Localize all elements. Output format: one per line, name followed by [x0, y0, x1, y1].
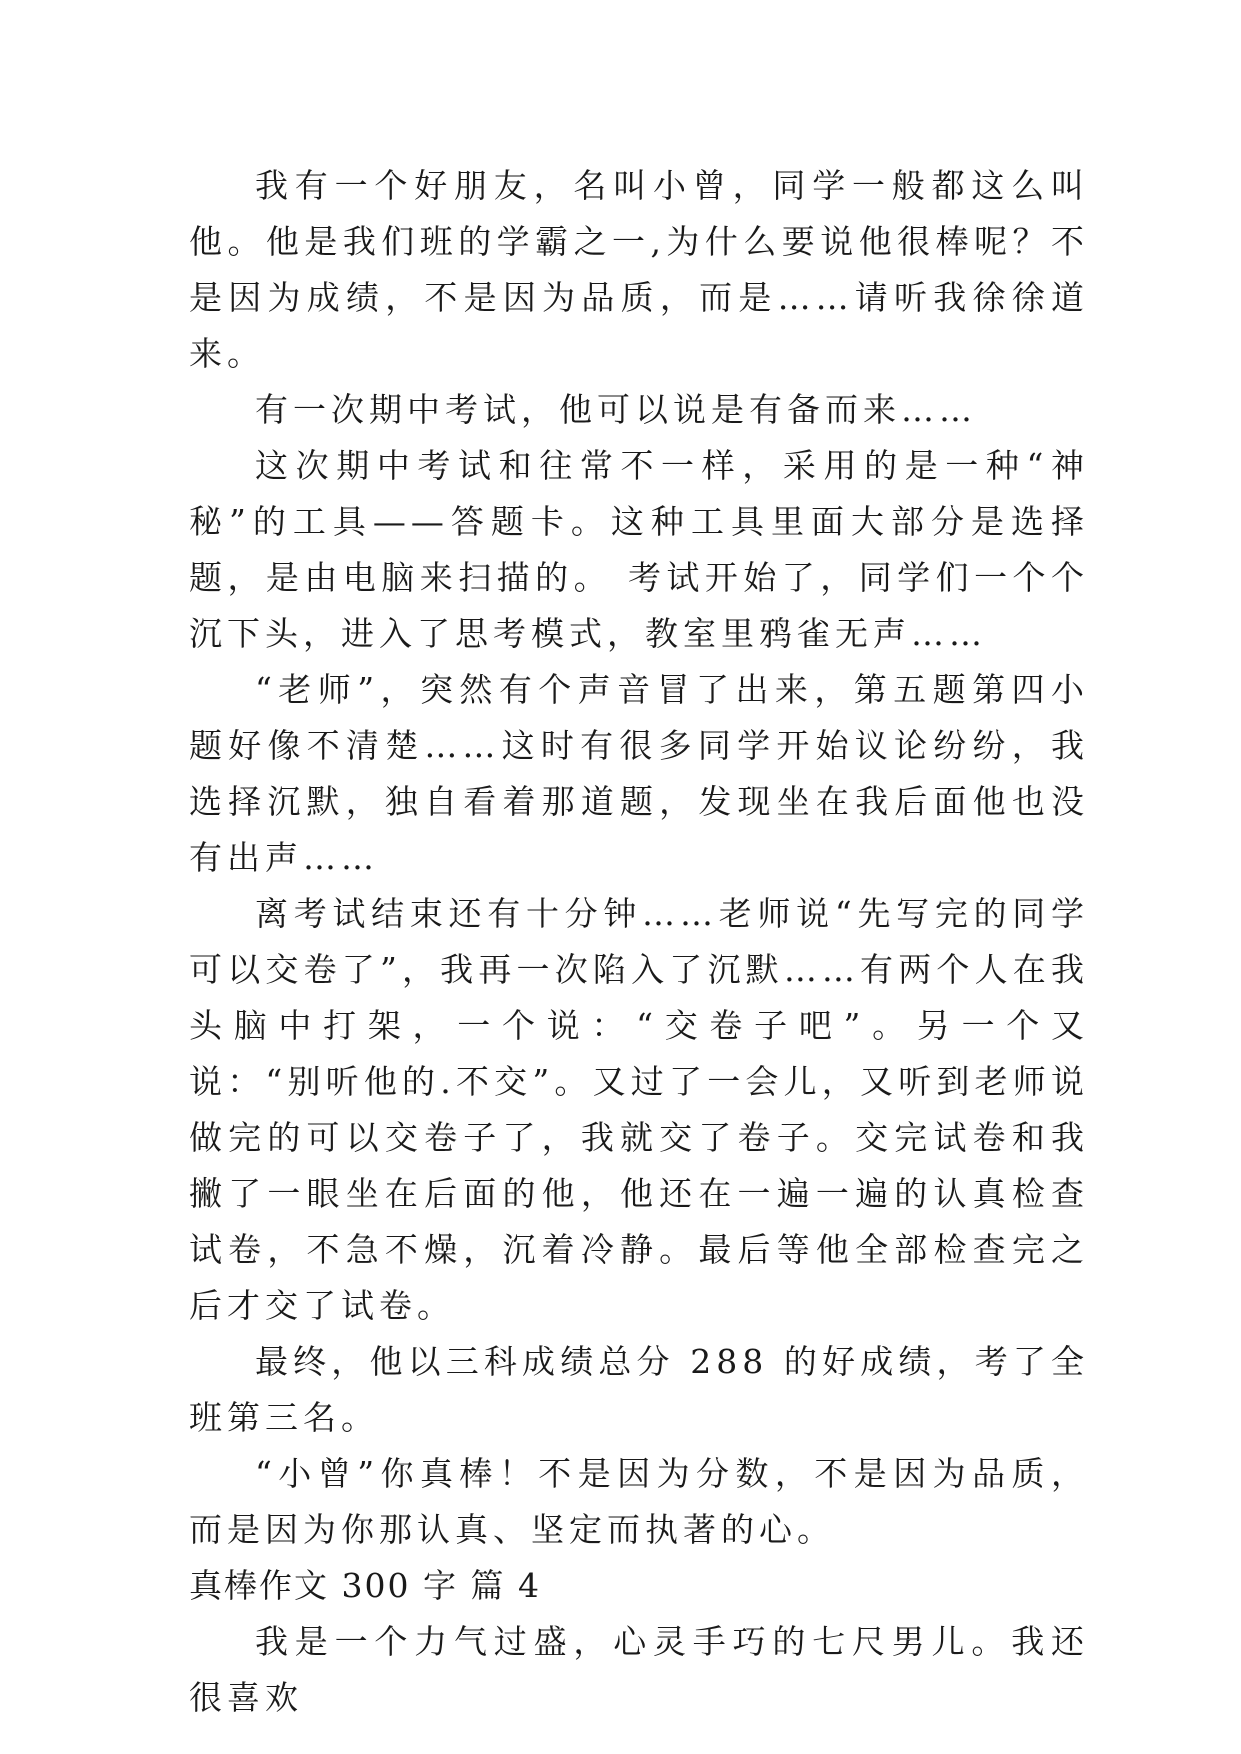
paragraph-5: 离考试结束还有十分钟……老师说“先写完的同学可以交卷了”，我再一次陷入了沉默……有两个人在我头脑中打架，一个说：“交卷子吧”。另一个又说：“别听他的.不交”。又过了一会儿，又听到老师说做完的可以交卷子了，我就交了卷子。交完试卷和我撇了一眼坐在后面的他，他还在一遍一遍的认真检查试卷，不急不燥，沉着冷静。最后等他全部检查完之后才交了试卷。 [189, 894, 1089, 1325]
section-heading: 真棒作文 300 字 篇 4 [189, 1566, 541, 1605]
paragraph-2: 有一次期中考试，他可以说是有备而来…… [255, 390, 977, 429]
paragraph-3: 这次期中考试和往常不一样，采用的是一种“神秘”的工具——答题卡。这种工具里面大部分是选择题，是由电脑来扫描的。 考试开始了，同学们一个个沉下头，进入了思考模式，教室里鸦雀无声…… [189, 446, 1089, 653]
paragraph-1: 我有一个好朋友，名叫小曾，同学一般都这么叫他。他是我们班的学霸之一,为什么要说他很棒呢？不是因为成绩，不是因为品质，而是……请听我徐徐道来。 [189, 166, 1089, 373]
document-body [189, 158, 1089, 1726]
paragraph-7: “小曾”你真棒！不是因为分数，不是因为品质，而是因为你那认真、坚定而执著的心。 [189, 1454, 1089, 1549]
paragraph-6: 最终，他以三科成绩总分 288 的好成绩，考了全班第三名。 [189, 1342, 1089, 1437]
paragraph-8: 我是一个力气过盛，心灵手巧的七尺男儿。我还很喜欢 [189, 1622, 1089, 1717]
paragraph-4: “老师”，突然有个声音冒了出来，第五题第四小题好像不清楚……这时有很多同学开始议论纷纷，我选择沉默，独自看着那道题，发现坐在我后面他也没有出声…… [189, 670, 1089, 877]
